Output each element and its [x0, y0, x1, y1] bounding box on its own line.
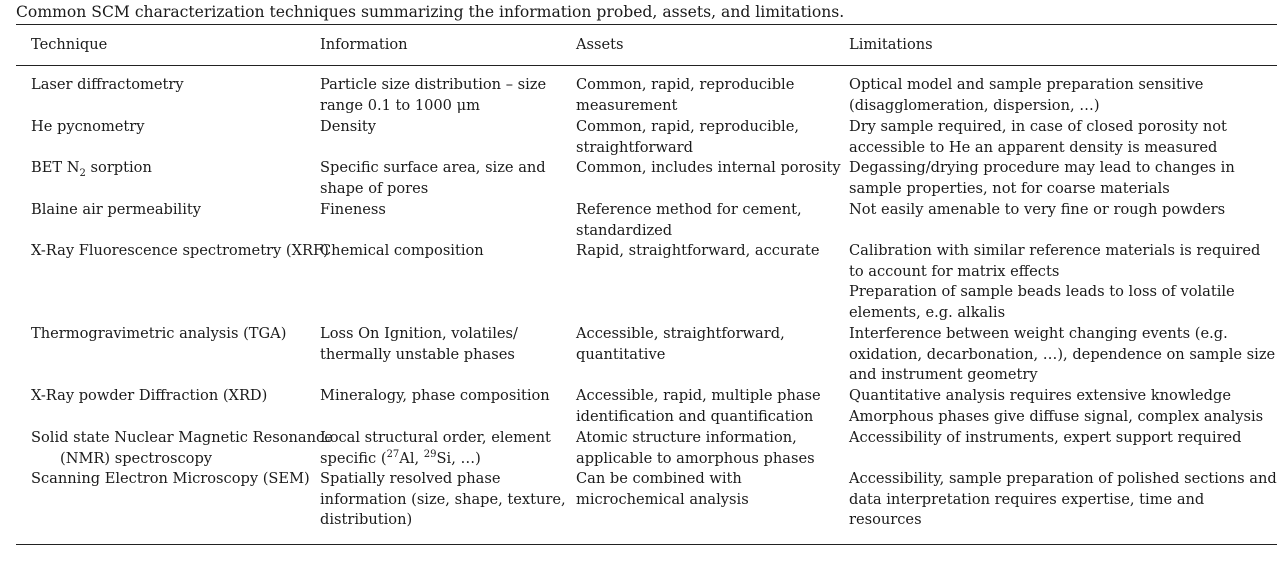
cell-limitations: Accessibility, sample preparation of polished sections and data interpretation requires expertise, time and resources [849, 470, 1277, 529]
cell-limitations: Not easily amenable to very fine or rough powders [849, 201, 1226, 218]
limitation-item: Amorphous phases give diffuse signal, complex analysis [849, 407, 1264, 425]
cell-information: Fineness [320, 201, 386, 218]
cell-information: Spatially resolved phase information (size, shape, texture, distribution) [320, 470, 566, 529]
header-assets: Assets [576, 36, 624, 53]
cell-technique: Thermogravimetric analysis (TGA) [31, 325, 287, 342]
header-technique: Technique [31, 36, 108, 53]
top-rule [16, 24, 1277, 25]
cell-technique: He pycnometry [31, 118, 145, 135]
technique-text-suffix: sorption [85, 159, 152, 176]
cell-information: Mineralogy, phase composition [320, 387, 550, 404]
cell-technique: Solid state Nuclear Magnetic Resonance (NMR) spectroscopy [31, 429, 333, 467]
information-text: Si, …) [436, 449, 481, 467]
cell-technique: Scanning Electron Microscopy (SEM) [31, 470, 310, 487]
cell-limitations: Accessibility of instruments, expert support required [849, 429, 1242, 446]
cell-information: Particle size distribution – size range 0.1 to 1000 μm [320, 76, 547, 114]
information-text: Local structural order, element specific ( [320, 429, 551, 467]
cell-assets: Accessible, rapid, multiple phase identification and quantification [576, 387, 821, 425]
table-row-laser [0, 75, 1284, 117]
cell-limitations [849, 241, 1279, 324]
limitation-item: Calibration with similar reference materials is required to account for matrix effects [849, 242, 1261, 280]
cell-assets: Can be combined with microchemical analysis [576, 470, 749, 508]
cell-limitations: Interference between weight changing events (e.g. oxidation, decarbonation, …), dependence on sample size and instrument geometry [849, 325, 1276, 384]
cell-technique: X-Ray powder Diffraction (XRD) [31, 387, 268, 404]
cell-information: Density [320, 118, 377, 135]
table-row-pycnometry [0, 117, 1284, 158]
bottom-rule [16, 544, 1277, 545]
table-row-bet [0, 158, 1284, 200]
cell-limitations: Dry sample required, in case of closed porosity not accessible to He an apparent density is measured [849, 118, 1227, 156]
cell-information: Chemical composition [320, 242, 484, 259]
cell-limitations: Optical model and sample preparation sensitive (disagglomeration, dispersion, …) [849, 76, 1204, 114]
cell-limitations [849, 386, 1279, 427]
information-text: Al, [399, 449, 424, 467]
cell-information: Specific surface area, size and shape of pores [320, 159, 546, 197]
header-information: Information [320, 36, 408, 53]
cell-information: Loss On Ignition, volatiles/ thermally unstable phases [320, 325, 518, 363]
cell-assets: Common, rapid, reproducible measurement [576, 76, 795, 114]
cell-assets: Accessible, straightforward, quantitative [576, 325, 785, 363]
cell-technique [31, 158, 345, 179]
table-row-nmr [0, 428, 1284, 469]
cell-assets: Atomic structure information, applicable to amorphous phases [576, 429, 815, 467]
superscript: 27 [386, 448, 400, 460]
superscript: 29 [423, 448, 437, 460]
table-caption: Common SCM characterization techniques summarizing the information probed, assets, and limitations. [16, 3, 845, 21]
cell-limitations: Degassing/drying procedure may lead to changes in sample properties, not for coarse materials [849, 159, 1235, 197]
table-row-xrf [0, 241, 1284, 324]
table-row-sem [0, 469, 1284, 531]
limitation-item: Quantitative analysis requires extensive knowledge [849, 387, 1231, 404]
header-limitations: Limitations [849, 36, 933, 53]
technique-text: BET N [31, 159, 80, 176]
cell-assets: Reference method for cement, standardized [576, 201, 802, 239]
table-header-row [0, 35, 1284, 57]
subscript: 2 [79, 167, 86, 179]
cell-information [320, 428, 568, 469]
cell-technique: Laser diffractometry [31, 76, 184, 93]
table-row-tga [0, 324, 1284, 386]
table-row-xrd [0, 386, 1284, 428]
limitation-item: Preparation of sample beads leads to loss of volatile elements, e.g. alkalis [849, 283, 1235, 322]
header-rule [16, 65, 1277, 66]
cell-assets: Common, includes internal porosity [576, 159, 841, 176]
cell-assets: Common, rapid, reproducible, straightforward [576, 118, 799, 156]
table-body [0, 75, 1284, 531]
table-row-blaine [0, 200, 1284, 241]
cell-assets: Rapid, straightforward, accurate [576, 242, 820, 259]
cell-technique: X-Ray Fluorescence spectrometry (XRF) [31, 242, 329, 259]
cell-technique: Blaine air permeability [31, 201, 202, 218]
